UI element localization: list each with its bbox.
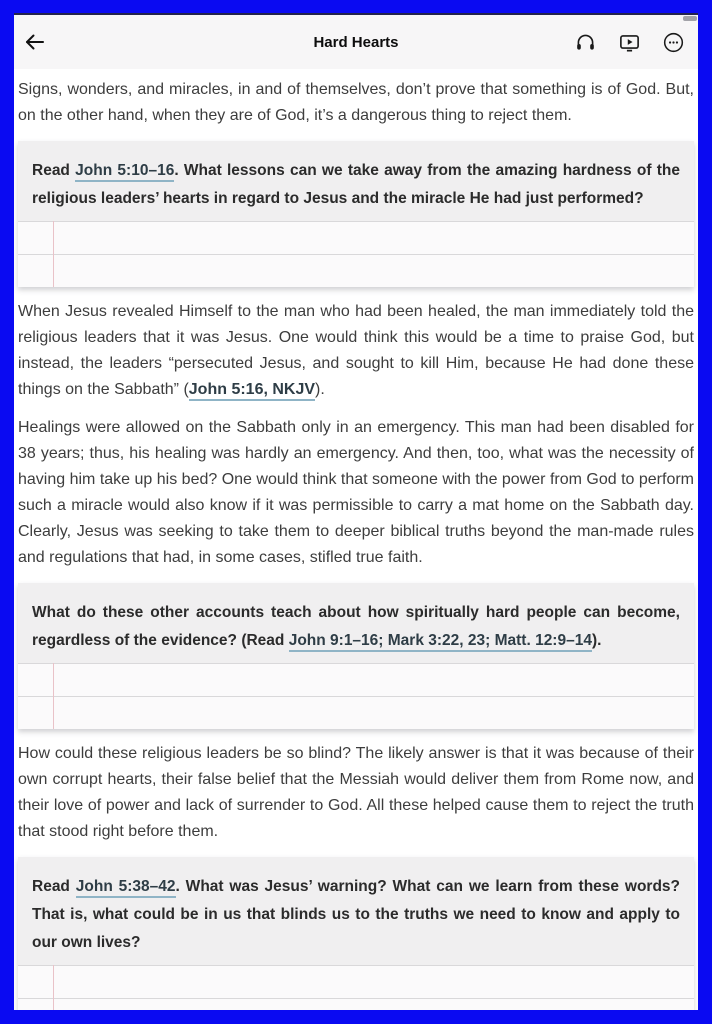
scripture-link[interactable]: John 9:1–16; Mark 3:22, 23; Matt. 12:9–14	[289, 632, 592, 652]
ellipsis-menu-icon	[662, 31, 685, 54]
notebook-margin-line	[53, 221, 54, 287]
scrollbar-thumb[interactable]	[683, 16, 697, 21]
scripture-link[interactable]: John 5:16, NKJV	[189, 381, 315, 401]
video-button[interactable]	[612, 28, 646, 56]
answer-notes-area[interactable]	[18, 663, 694, 729]
paragraph-text: Healings were allowed on the Sabbath only in an emergency. This man had been disabled for 38 years; thus, his healing was hardly an emergency. And then, too, what was the necessity of having him take up his bed? One would think that someone with the power from God to perform such a miracle would also know if it was permissible to carry a mat home on the Sabbath day. Clearly, Jesus was seeking to take them to deeper biblical truths beyond the man-made rules and regulations that had, in some cases, stifled true faith.	[18, 419, 694, 566]
paragraph-text: ).	[315, 381, 325, 398]
answer-line[interactable]	[18, 254, 694, 287]
answer-line[interactable]	[18, 663, 694, 696]
question-text	[32, 873, 680, 957]
question-text	[32, 157, 680, 213]
lesson-content	[14, 69, 698, 1010]
question-text-segment: Read	[32, 162, 76, 179]
question-text-segment: . What lessons can we take away from the amazing hardness of the religious leaders’ hearts in regard to Jesus and the miracle He had just performed?	[32, 162, 680, 207]
question-text-segment: Read	[32, 878, 76, 895]
app-window	[14, 13, 698, 1010]
question-text-segment: . What was Jesus’ warning? What can we learn from these words? That is, what could be in us that blinds us to the truths we need to know and apply to our own lives?	[32, 878, 680, 951]
answer-line[interactable]	[18, 965, 694, 998]
paragraph-text: Signs, wonders, and miracles, in and of themselves, don’t prove that something is of God. But, on the other hand, when they are of God, it’s a dangerous thing to reject them.	[18, 81, 694, 124]
answer-notes-area[interactable]	[18, 221, 694, 287]
page-title: Hard Hearts	[313, 33, 399, 51]
notebook-margin-line	[53, 663, 54, 729]
question-text-segment: What do these other accounts teach about how spiritually hard people can become, regardless of the evidence? (Read	[32, 604, 680, 649]
scripture-link[interactable]: John 5:10–16	[75, 162, 174, 182]
question-card	[18, 141, 694, 287]
more-options-button[interactable]	[656, 28, 690, 56]
answer-notes-area[interactable]	[18, 965, 694, 1010]
question-block	[18, 141, 694, 221]
question-text-segment: ).	[591, 632, 602, 649]
paragraph-text: When Jesus revealed Himself to the man who had been healed, the man immediately told the religious leaders that it was Jesus. One would think this would be a time to praise God, but instead, the leaders “persecuted Jesus, and sought to kill Him, because He had done these things on the Sabbath” (	[18, 303, 694, 398]
question-block	[18, 583, 694, 663]
question-block	[18, 857, 694, 965]
paragraph	[18, 299, 694, 403]
question-text	[32, 599, 680, 655]
question-card	[18, 583, 694, 729]
header-actions	[568, 28, 690, 56]
headphones-icon	[574, 31, 597, 54]
paragraph-text: How could these religious leaders be so blind? The likely answer is that it was because of their own corrupt hearts, their false belief that the Messiah would deliver them from Rome now, and their love of power and lack of surrender to God. All these helped cause them to reject the truth that stood right before them.	[18, 745, 694, 840]
header-bar	[14, 15, 698, 69]
paragraph	[18, 741, 694, 845]
paragraph	[18, 77, 694, 129]
question-card	[18, 857, 694, 1010]
notebook-margin-line	[53, 965, 54, 1010]
scripture-link[interactable]: John 5:38–42	[76, 878, 176, 898]
answer-line[interactable]	[18, 998, 694, 1010]
back-button[interactable]	[20, 29, 50, 57]
paragraph	[18, 415, 694, 571]
audio-button[interactable]	[568, 28, 602, 56]
back-arrow-icon	[23, 30, 47, 57]
answer-line[interactable]	[18, 696, 694, 729]
video-player-icon	[618, 31, 641, 54]
answer-line[interactable]	[18, 221, 694, 254]
